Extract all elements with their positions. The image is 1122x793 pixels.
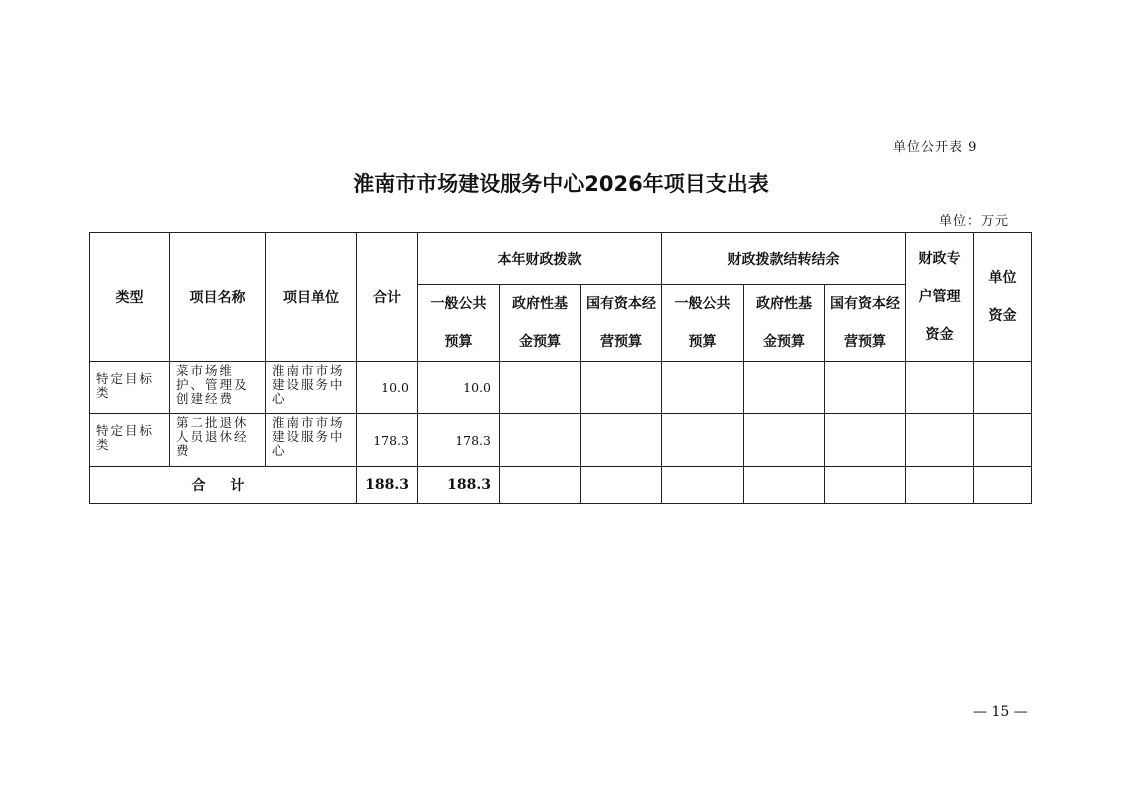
header-current-year: 本年财政拨款 xyxy=(418,233,662,285)
page-number: — 15 — xyxy=(973,704,1028,720)
row-total: 10.0 xyxy=(357,362,418,414)
expenditure-table xyxy=(89,232,1032,504)
header-carry-general-public-budget: 一般公共预算 xyxy=(662,285,744,362)
header-state-capital-budget: 国有资本经营预算 xyxy=(581,285,662,362)
table-row xyxy=(90,414,1032,467)
row-general-public: 10.0 xyxy=(418,362,500,414)
row-project-unit: 淮南市市场建设服务中心 xyxy=(266,414,357,467)
totals-label: 合 计 xyxy=(90,467,357,504)
header-total: 合计 xyxy=(357,233,418,362)
table-row xyxy=(90,362,1032,414)
header-general-public-budget: 一般公共预算 xyxy=(418,285,500,362)
row-project-name: 第二批退休人员退休经费 xyxy=(170,414,266,467)
unit-label: 单位：万元 xyxy=(939,214,1010,229)
row-general-public: 178.3 xyxy=(418,414,500,467)
table-tag: 单位公开表 9 xyxy=(893,140,978,155)
header-name: 项目名称 xyxy=(170,233,266,362)
header-unit-funds: 单位资金 xyxy=(974,233,1032,362)
page-title: 淮南市市场建设服务中心2026年项目支出表 xyxy=(353,172,769,196)
totals-general-public: 188.3 xyxy=(418,467,500,504)
header-special-account: 财政专户管理资金 xyxy=(906,233,974,362)
header-carry-state-capital-budget: 国有资本经营预算 xyxy=(825,285,906,362)
totals-row xyxy=(90,467,1032,504)
row-project-name: 菜市场维护、管理及创建经费 xyxy=(170,362,266,414)
header-carry-gov-fund-budget: 政府性基金预算 xyxy=(744,285,825,362)
header-type: 类型 xyxy=(90,233,170,362)
header-carryover: 财政拨款结转结余 xyxy=(662,233,906,285)
header-gov-fund-budget: 政府性基金预算 xyxy=(500,285,581,362)
row-total: 178.3 xyxy=(357,414,418,467)
totals-total: 188.3 xyxy=(357,467,418,504)
row-type: 特定目标类 xyxy=(90,414,170,467)
row-project-unit: 淮南市市场建设服务中心 xyxy=(266,362,357,414)
header-unit: 项目单位 xyxy=(266,233,357,362)
row-type: 特定目标类 xyxy=(90,362,170,414)
